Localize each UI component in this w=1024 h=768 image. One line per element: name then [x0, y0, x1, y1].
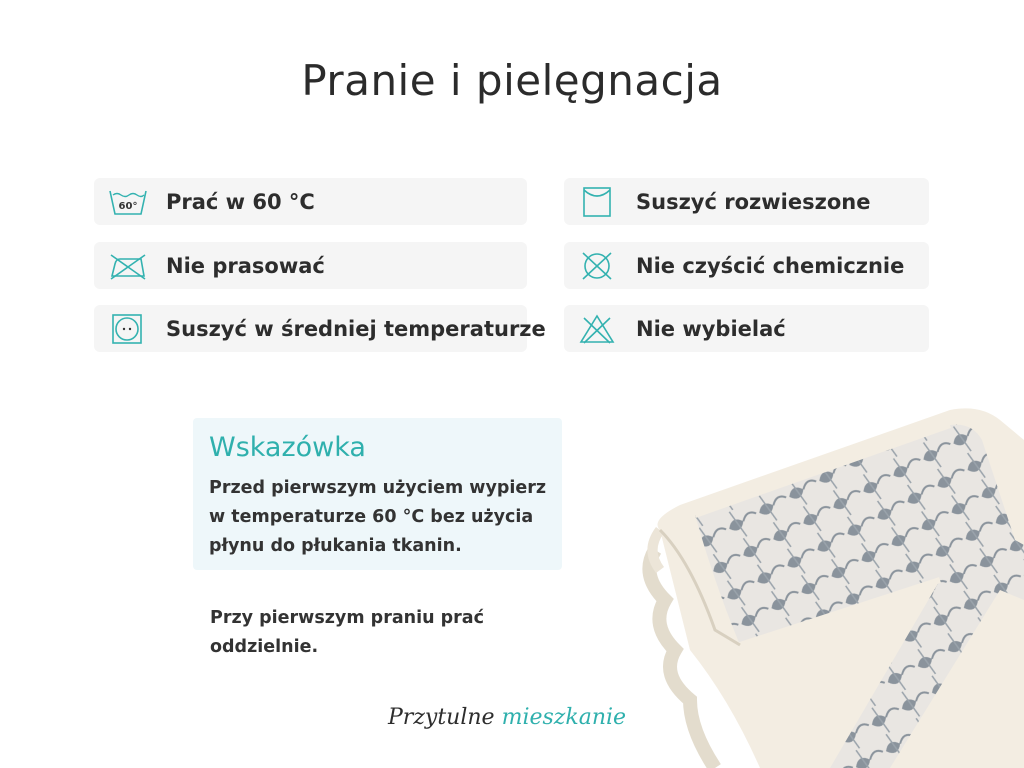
- line-dry-icon: [578, 186, 618, 218]
- care-item-line-dry: [564, 178, 929, 225]
- page-title: Pranie i pielęgnacja: [301, 56, 723, 105]
- care-item-no-iron: [94, 242, 527, 289]
- care-label-line-dry: Suszyć rozwieszone: [636, 189, 871, 214]
- tip-box: [193, 418, 562, 570]
- wash-note: Przy pierwszym praniu prać oddzielnie.: [210, 608, 484, 657]
- tip-title: Wskazówka: [209, 432, 366, 463]
- no-iron-icon: [108, 250, 148, 282]
- wash-60-icon: [108, 186, 148, 218]
- no-bleach-icon: [578, 313, 618, 345]
- care-item-no-bleach: [564, 305, 929, 352]
- care-item-no-dry-clean: [564, 242, 929, 289]
- care-label-no-bleach: Nie wybielać: [636, 316, 786, 341]
- care-label-wash-60: Prać w 60 °C: [166, 189, 315, 214]
- brand-logo-part1: Przytulne: [388, 705, 495, 730]
- brand-logo-part2: mieszkanie: [501, 705, 627, 730]
- care-label-no-iron: Nie prasować: [166, 253, 325, 278]
- care-label-no-dry-clean: Nie czyścić chemicznie: [636, 253, 905, 278]
- wash-60-icon-text: 60°: [118, 200, 138, 212]
- tip-text: Przed pierwszym użyciem wypierz w temperaturze 60 °C bez użycia płynu do płukania tkanin.: [209, 478, 547, 556]
- no-dry-clean-icon: [578, 250, 618, 282]
- care-item-tumble-dry-medium: [94, 305, 546, 352]
- towel-image: [620, 400, 1024, 768]
- care-item-wash-60: [94, 178, 527, 225]
- tumble-dry-medium-icon: [108, 313, 148, 345]
- brand-logo: [388, 705, 626, 730]
- care-label-tumble-dry-medium: Suszyć w średniej temperaturze: [166, 316, 546, 341]
